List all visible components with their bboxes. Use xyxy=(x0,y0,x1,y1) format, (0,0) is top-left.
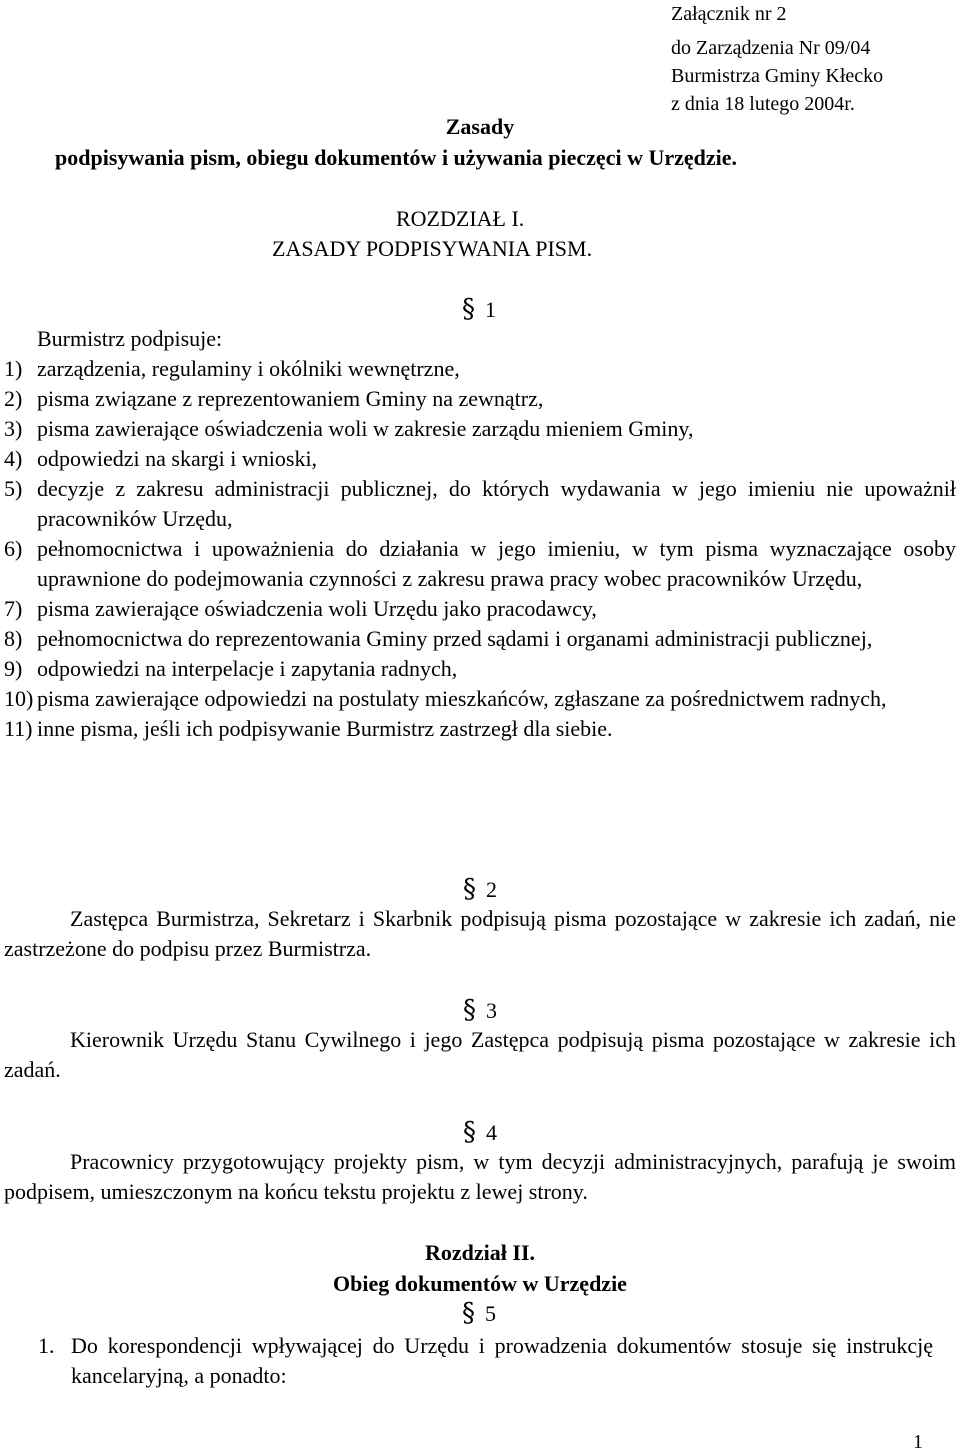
chapter-heading: Rozdział II. xyxy=(425,1240,535,1265)
list-text: pisma zawierające oświadczenia woli Urzędu jako pracodawcy, xyxy=(37,596,597,621)
section-heading xyxy=(463,1117,497,1148)
list-text: pełnomocnictwa do reprezentowania Gminy przed sądami i organami administracji publicznej, xyxy=(37,626,873,651)
section-number: 3 xyxy=(486,998,497,1023)
list-item xyxy=(4,354,956,384)
annex-line: z dnia 18 lutego 2004r. xyxy=(671,93,855,115)
list-text: Do korespondencji wpływającej do Urzędu i prowadzenia dokumentów stosuje się instrukcję kancelaryjną, a ponadto: xyxy=(71,1333,933,1388)
annex-title: Załącznik nr 2 xyxy=(671,3,787,25)
list-text: pisma zawierające odpowiedzi na postulaty mieszkańców, zgłaszane za pośrednictwem radnych, xyxy=(37,686,887,711)
list-text: pisma zawierające oświadczenia woli w zakresie zarządu mieniem Gminy, xyxy=(37,416,694,441)
section-sign-icon: § xyxy=(463,874,476,904)
document-subtitle: podpisywania pism, obiegu dokumentów i używania pieczęci w Urzędzie. xyxy=(55,145,738,170)
section-number: 2 xyxy=(486,877,497,902)
section-intro: Burmistrz podpisuje: xyxy=(37,326,223,351)
annex-line: Burmistrza Gminy Kłecko xyxy=(671,65,884,87)
section-text: Pracownicy przygotowujący projekty pism, w tym decyzji administracyjnych, parafują je swoim podpisem, umieszczonym na końcu tekstu projektu z lewej strony. xyxy=(4,1149,956,1204)
section-number: 1 xyxy=(485,297,496,322)
list-item xyxy=(4,714,956,744)
section-sign-icon: § xyxy=(463,995,476,1025)
list-text: zarządzenia, regulaminy i okólniki wewnętrzne, xyxy=(37,356,460,381)
list-item xyxy=(4,474,956,534)
section-sign-icon: § xyxy=(463,1117,476,1147)
list-item xyxy=(4,684,956,714)
list-number: 10) xyxy=(4,686,34,711)
section-sign-icon: § xyxy=(462,1298,475,1328)
list-number: 3) xyxy=(4,416,23,441)
list-number: 7) xyxy=(4,596,23,621)
list-number: 2) xyxy=(4,386,23,411)
list-number: 6) xyxy=(4,536,23,561)
section-heading xyxy=(462,294,496,325)
list-item xyxy=(4,624,956,654)
annex-line: do Zarządzenia Nr 09/04 xyxy=(671,37,871,59)
list-text: decyzje z zakresu administracji publicznej, do których wydawania w jego imieniu nie upoważnił pracowników Urzędu, xyxy=(37,476,956,531)
list-item xyxy=(4,594,956,624)
list-item xyxy=(38,1331,933,1391)
section-number: 4 xyxy=(486,1120,497,1145)
list-number: 8) xyxy=(4,626,23,651)
annex-header xyxy=(671,0,883,118)
list-item xyxy=(4,534,956,594)
list-text: odpowiedzi na skargi i wnioski, xyxy=(37,446,318,471)
list-item xyxy=(4,654,956,684)
list-text: pisma związane z reprezentowaniem Gminy na zewnątrz, xyxy=(37,386,544,411)
list-text: pełnomocnictwa i upoważnienia do działania w jego imieniu, w tym pisma wyznaczające osoby uprawnione do podejmowania czynności z zakresu prawa pracy wobec pracowników Urzędu, xyxy=(37,536,956,591)
section-text: Zastępca Burmistrza, Sekretarz i Skarbnik podpisują pisma pozostające w zakresie ich zadań, nie zastrzeżone do podpisu przez Burmistrza. xyxy=(4,906,956,961)
list-number: 5) xyxy=(4,476,23,501)
list-number: 1) xyxy=(4,356,23,381)
signing-list xyxy=(4,354,956,744)
section-text: Kierownik Urzędu Stanu Cywilnego i jego Zastępca podpisują pisma pozostające w zakresie ich zadań. xyxy=(4,1027,956,1082)
section-heading xyxy=(463,874,497,905)
list-item xyxy=(4,414,956,444)
list-text: inne pisma, jeśli ich podpisywanie Burmistrz zastrzegł dla siebie. xyxy=(37,716,613,741)
chapter-subheading: ZASADY PODPISYWANIA PISM. xyxy=(272,236,593,261)
document-title: Zasady xyxy=(445,114,515,139)
list-number: 1. xyxy=(38,1333,55,1358)
chapter-heading: ROZDZIAŁ I. xyxy=(396,206,525,231)
page-number: 1 xyxy=(913,1431,923,1453)
list-item xyxy=(4,384,956,414)
section-sign-icon: § xyxy=(462,294,475,324)
section-heading xyxy=(463,995,497,1026)
list-number: 4) xyxy=(4,446,23,471)
chapter-subheading: Obieg dokumentów w Urzędzie xyxy=(333,1271,627,1296)
list-item xyxy=(4,444,956,474)
list-number: 11) xyxy=(4,716,33,741)
list-number: 9) xyxy=(4,656,23,681)
section-number: 5 xyxy=(485,1301,496,1326)
list-text: odpowiedzi na interpelacje i zapytania radnych, xyxy=(37,656,458,681)
section-heading xyxy=(462,1298,496,1329)
